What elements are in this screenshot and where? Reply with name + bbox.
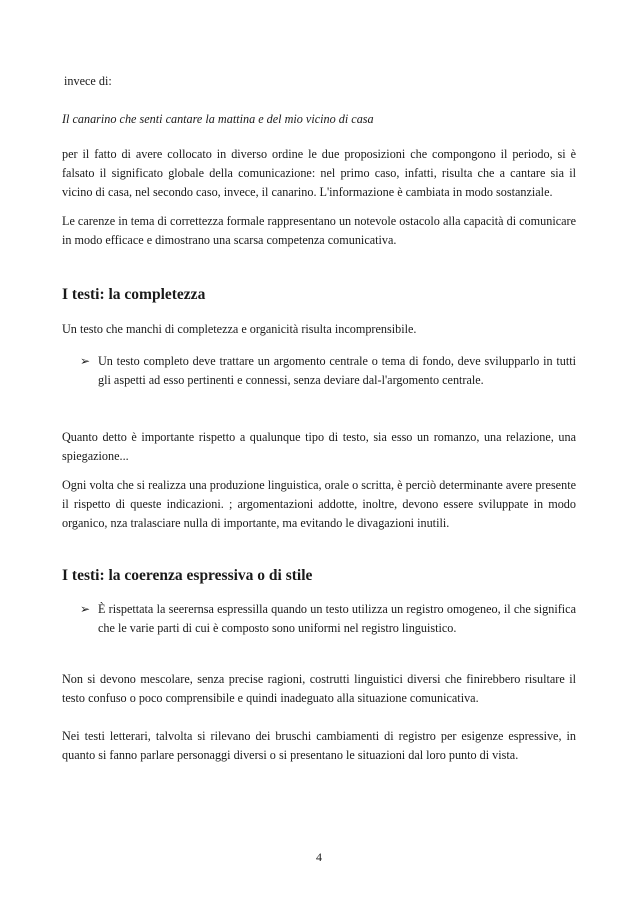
paragraph-no-mixing: Non si devono mescolare, senza precise ragioni, costrutti linguistici diversi che finirebbero risultare il testo confuso o poco comprensibile e quindi inadeguato alla situazione comunicativa.	[62, 672, 576, 705]
paragraph-reorder-explanation: per il fatto di avere collocato in diverso ordine le due proposizioni che compongono il periodo, si è falsato il significato globale della comunicazione: nel primo caso, infatti, risulta che a cantare sia il vicino di casa, nel secondo caso, invece, il canarino. L'informazione è cambiata in modo sostanziale.	[62, 147, 576, 199]
paragraph-formal-correctness: Le carenze in tema di correttezza formale rappresentano un notevole ostacolo alla capacità di comunicare in modo efficace e dimostrano una scarsa competenza comunicativa.	[62, 214, 576, 247]
paragraph-text-types: Quanto detto è importante rispetto a qualunque tipo di testo, sia esso un romanzo, una relazione, una spiegazione...	[62, 430, 576, 463]
paragraph-linguistic-production: Ogni volta che si realizza una produzione linguistica, orale o scritta, è perciò determinante avere presente il rispetto di queste indicazioni. ; argomentazioni addotte, inoltre, devono essere sviluppate in modo organico, nza tralasciare nulla di importante, ma evitando le divagazioni inutili.	[62, 478, 576, 530]
paragraph-literary-texts: Nei testi letterari, talvolta si rilevano dei bruschi cambiamenti di registro per esigenze espressive, in quanto si fanno parlare personaggi diversi o si presentano le situazioni dal loro punto di vista.	[62, 729, 576, 762]
arrow-bullet-icon: ➢	[80, 602, 91, 616]
example-sentence: Il canarino che senti cantare la mattina e del mio vicino di casa	[62, 112, 374, 126]
intro-line: invece di:	[64, 74, 112, 88]
bullet-text: Un testo completo deve trattare un argomento centrale o tema di fondo, deve svilupparlo in tutti gli aspetti ad esso pertinenti e connessi, senza deviare dal-l'argomento centrale.	[98, 354, 576, 387]
page-number: 4	[316, 850, 322, 864]
bullet-item-completezza	[80, 352, 576, 390]
bullet-text: È rispettata la seerernsa espressilla quando un testo utilizza un registro omogeneo, il che significa che le varie parti di cui è composto sono uniformi nel registro linguistico.	[98, 602, 576, 635]
arrow-bullet-icon: ➢	[80, 354, 91, 368]
paragraph-completezza-intro: Un testo che manchi di completezza e organicità risulta incomprensibile.	[62, 322, 417, 336]
heading-completezza: I testi: la completezza	[62, 286, 206, 303]
heading-coerenza: I testi: la coerenza espressiva o di stile	[62, 567, 313, 584]
bullet-item-coerenza	[80, 600, 576, 638]
